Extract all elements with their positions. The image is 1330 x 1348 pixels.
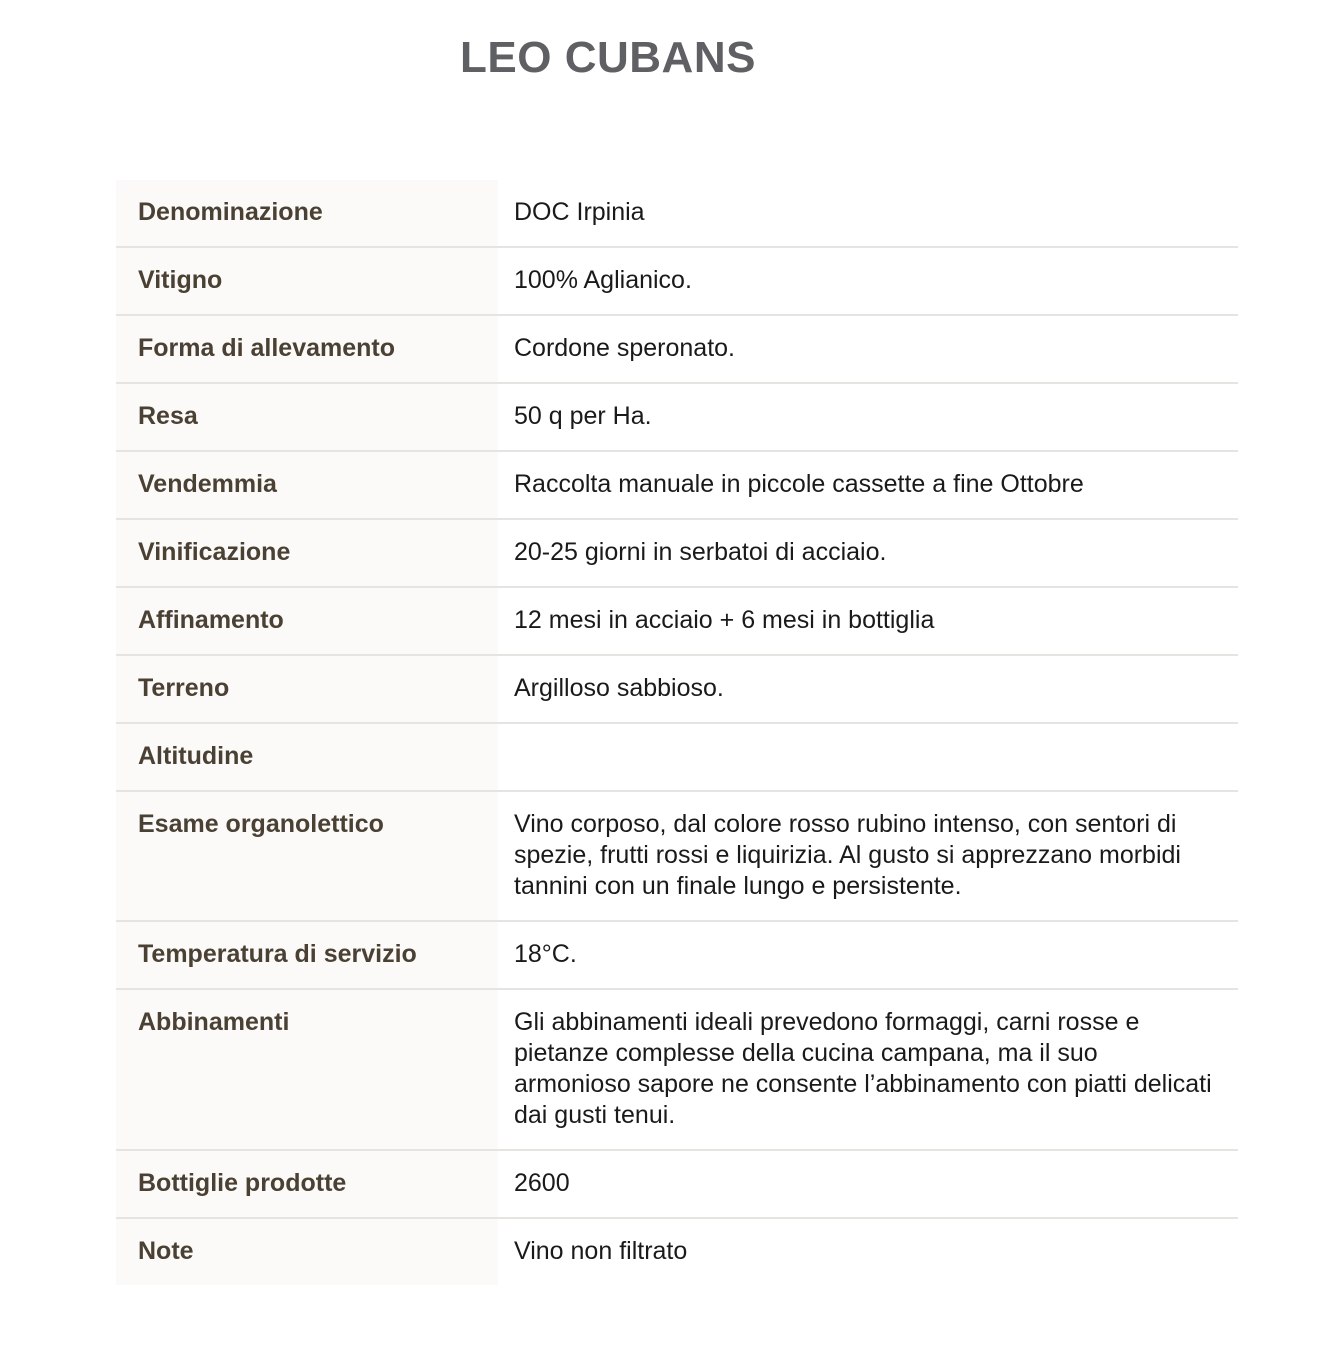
row-label: Denominazione <box>116 180 498 247</box>
table-row-note <box>116 1218 1238 1285</box>
table-row-altitudine <box>116 723 1238 791</box>
row-value: Raccolta manuale in piccole cassette a fine Ottobre <box>498 451 1238 519</box>
table-row-vitigno <box>116 247 1238 315</box>
row-label: Affinamento <box>116 587 498 655</box>
row-value: 100% Aglianico. <box>498 247 1238 315</box>
row-label: Vitigno <box>116 247 498 315</box>
row-value: Vino non filtrato <box>498 1218 1238 1285</box>
table-row-temperatura-di-servizio <box>116 921 1238 989</box>
table-row-bottiglie-prodotte <box>116 1150 1238 1218</box>
table-row-terreno <box>116 655 1238 723</box>
row-label: Bottiglie prodotte <box>116 1150 498 1218</box>
table-row-vendemmia <box>116 451 1238 519</box>
table-row-abbinamenti <box>116 989 1238 1150</box>
row-value: 20-25 giorni in serbatoi di acciaio. <box>498 519 1238 587</box>
table-row-denominazione <box>116 180 1238 247</box>
wine-spec-table <box>116 180 1238 1285</box>
row-label: Terreno <box>116 655 498 723</box>
row-label: Temperatura di servizio <box>116 921 498 989</box>
table-row-forma-di-allevamento <box>116 315 1238 383</box>
row-value: Gli abbinamenti ideali prevedono formaggi, carni rosse e pietanze complesse della cucina campana, ma il suo armonioso sapore ne consente l’abbinamento con piatti delicati dai gusti tenui. <box>498 989 1238 1150</box>
row-label: Abbinamenti <box>116 989 498 1150</box>
row-label: Note <box>116 1218 498 1285</box>
row-label: Esame organolettico <box>116 791 498 921</box>
row-value: 2600 <box>498 1150 1238 1218</box>
row-value <box>498 723 1238 791</box>
table-row-esame-organolettico <box>116 791 1238 921</box>
table-row-affinamento <box>116 587 1238 655</box>
row-value: Vino corposo, dal colore rosso rubino intenso, con sentori di spezie, frutti rossi e liquirizia. Al gusto si apprezzano morbidi tannini con un finale lungo e persistente. <box>498 791 1238 921</box>
table-row-vinificazione <box>116 519 1238 587</box>
page-title: LEO CUBANS <box>460 33 756 82</box>
row-label: Resa <box>116 383 498 451</box>
row-label: Vendemmia <box>116 451 498 519</box>
row-label: Altitudine <box>116 723 498 791</box>
row-value: Argilloso sabbioso. <box>498 655 1238 723</box>
table-row-resa <box>116 383 1238 451</box>
row-value: 50 q per Ha. <box>498 383 1238 451</box>
row-value: 18°C. <box>498 921 1238 989</box>
row-value: DOC Irpinia <box>498 180 1238 247</box>
row-label: Forma di allevamento <box>116 315 498 383</box>
row-label: Vinificazione <box>116 519 498 587</box>
row-value: 12 mesi in acciaio + 6 mesi in bottiglia <box>498 587 1238 655</box>
row-value: Cordone speronato. <box>498 315 1238 383</box>
